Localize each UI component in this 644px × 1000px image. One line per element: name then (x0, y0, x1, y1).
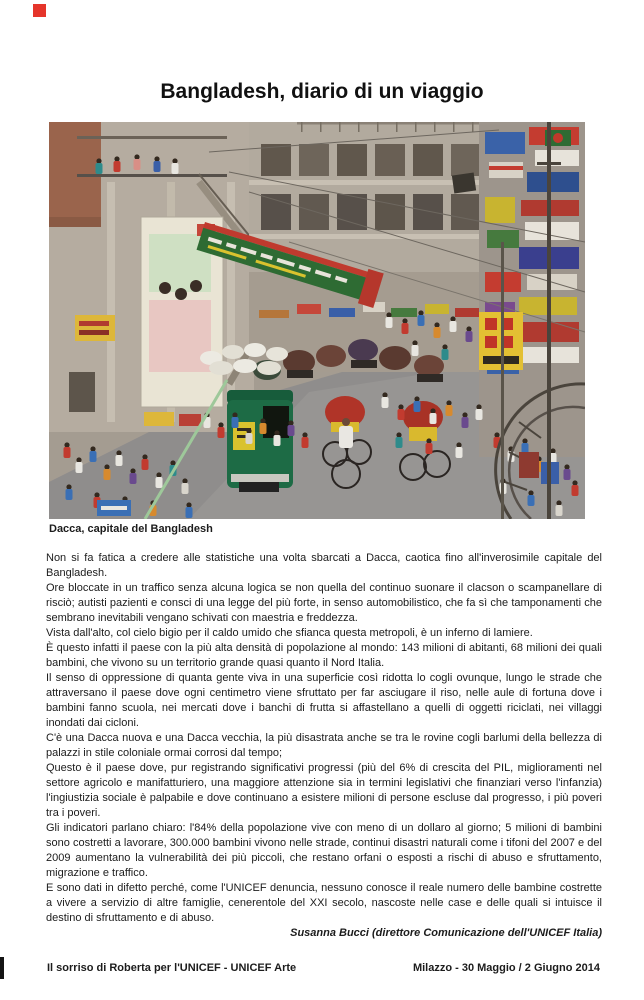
street-photo (49, 122, 585, 519)
paragraph: C'è una Dacca nuova e una Dacca vecchia, la più disastrata anche se tra le rovine cogli barlumi della bellezza di palazzi in stile coloniale ormai corrosi dal tempo; (46, 732, 602, 759)
article-body (46, 551, 602, 941)
footer-left-text: Il sorriso di Roberta per l'UNICEF - UNICEF Arte (47, 962, 297, 974)
red-square-marker (33, 4, 46, 17)
signature-line: Susanna Bucci (direttore Comunicazione dell'UNICEF Italia) (290, 927, 602, 939)
photo-caption: Dacca, capitale del Bangladesh (49, 523, 213, 535)
page-title: Bangladesh, diario di un viaggio (160, 80, 484, 104)
black-edge-mark (0, 957, 4, 979)
paragraph: Non si fa fatica a credere alle statistiche una volta sbarcati a Dacca, caotica fino all'inverosimile capitale del Bangladesh. (46, 552, 602, 579)
paragraph: È questo infatti il paese con la più alta densità di popolazione al mondo: 143 milioni di abitanti, 68 milioni dei quali bambini, che vivono su un territorio grande quasi quanto il Nord Italia. (46, 642, 602, 669)
paragraph: Vista dall'alto, col cielo bigio per il caldo umido che sfianca questa metropoli, è un inferno di lamiere. (46, 627, 533, 639)
footer-right-text: Milazzo - 30 Maggio / 2 Giugno 2014 (412, 962, 600, 974)
paragraph: Il senso di oppressione di quanta gente viva in una superficie così ridotta lo cogli ovunque, lungo le strade che attraversano il paese dove ogni centimetro viene sfruttato per far asciugare il riso, nelle aule di fortuna dove i bambini fanno scuola, nei mercati dove i banchi di frutta si affastellano a quelli di oggetti riciclati, nei villaggi inondati dai cicloni. (46, 672, 602, 729)
cng-auto-rickshaw (227, 390, 293, 492)
paragraph: Questo è il paese dove, pur registrando significativi progressi (più del 6% di crescita del PIL, miglioramenti nel settore agricolo e manifatturiero, una maggiore attenzione sia in termini legislativi che finanziari verso l'infanzia) l'ingiustizia sociale è palpabile e dove continuano a esistere milioni di persone escluse dal progresso, i più poveri tra i poveri. (46, 762, 602, 819)
paragraph: E sono dati in difetto perché, come l'UNICEF denuncia, nessuno conosce il reale numero delle bambine costrette a vivere a servizio di altre famiglie, cenerentole del XXI secolo, nascoste nelle case e delle quali si intuisce il destino di sfruttamento e di abuso. (46, 882, 602, 924)
paragraph: Gli indicatori parlano chiaro: l'84% della popolazione vive con meno di un dollaro al giorno; 5 milioni di bambini sono costretti a lavorare, 300.000 bambini vivono nelle strade, continui disastri naturali come i tifoni del 2007 e del 2009 aumentano la vulnerabilità dei più piccoli, che restano orfani o esposti a rischi di abuso e sfruttamento, migrazione e traffico. (46, 822, 602, 879)
paragraph: Ore bloccate in un traffico senza alcuna logica se non quella del continuo suonare il clacson o scampanellare di risciò; autisti pazienti e consci di una legge del più forte, in senso automobilistico, che fa sì che tamponamenti che sembrano inevitabili vengano schivati con maestria e freddezza. (46, 582, 602, 624)
dhaka-street-photo-illustration (49, 122, 585, 519)
